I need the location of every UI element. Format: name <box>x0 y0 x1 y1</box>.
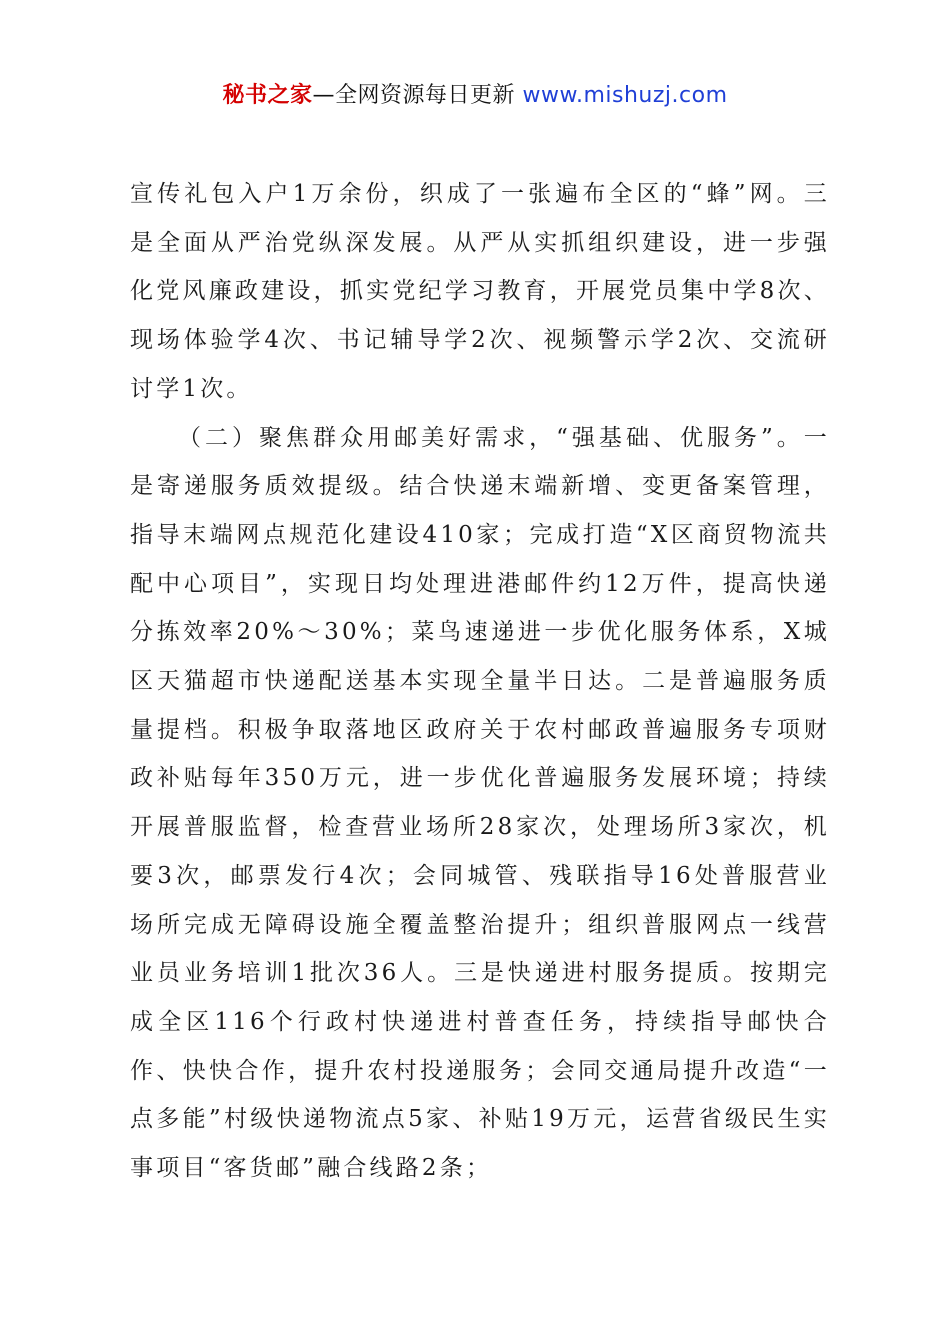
document-body <box>130 170 830 1193</box>
paragraph-party-building: 宣传礼包入户1万余份，织成了一张遍布全区的“蜂”网。三是全面从严治党纵深发展。从严从实抓组织建设，进一步强化党风廉政建设，抓实党纪学习教育，开展党员集中学8次、现场体验学4次、书记辅导学2次、视频警示学2次、交流研讨学1次。 <box>130 181 830 402</box>
site-url-link[interactable]: www.mishuzj.com <box>522 83 728 108</box>
site-brand: 秘书之家 <box>222 83 313 108</box>
page-header <box>0 80 950 112</box>
site-tagline: —全网资源每日更新 <box>312 83 523 108</box>
paragraph-postal-services: （二）聚焦群众用邮美好需求，“强基础、优服务”。一是寄递服务质效提级。结合快递末端新增、变更备案管理，指导末端网点规范化建设410家；完成打造“X区商贸物流共配中心项目”，实现日均处理进港邮件约12万件，提高快递分拣效率20%～30%；菜鸟速递进一步优化服务体系，X城区天猫超市快递配送基本实现全量半日达。二是普遍服务质量提档。积极争取落地区政府关于农村邮政普遍服务专项财政补贴每年350万元，进一步优化普遍服务发展环境；持续开展普服监督，检查营业场所28家次，处理场所3家次，机要3次，邮票发行4次；会同城管、残联指导16处普服营业场所完成无障碍设施全覆盖整治提升；组织普服网点一线营业员业务培训1批次36人。三是快递进村服务提质。按期完成全区116个行政村快递进村普查任务，持续指导邮快合作、快快合作，提升农村投递服务；会同交通局提升改造“一点多能”村级快递物流点5家、补贴19万元，运营省级民生实事项目“客货邮”融合线路2条； <box>130 424 830 1182</box>
